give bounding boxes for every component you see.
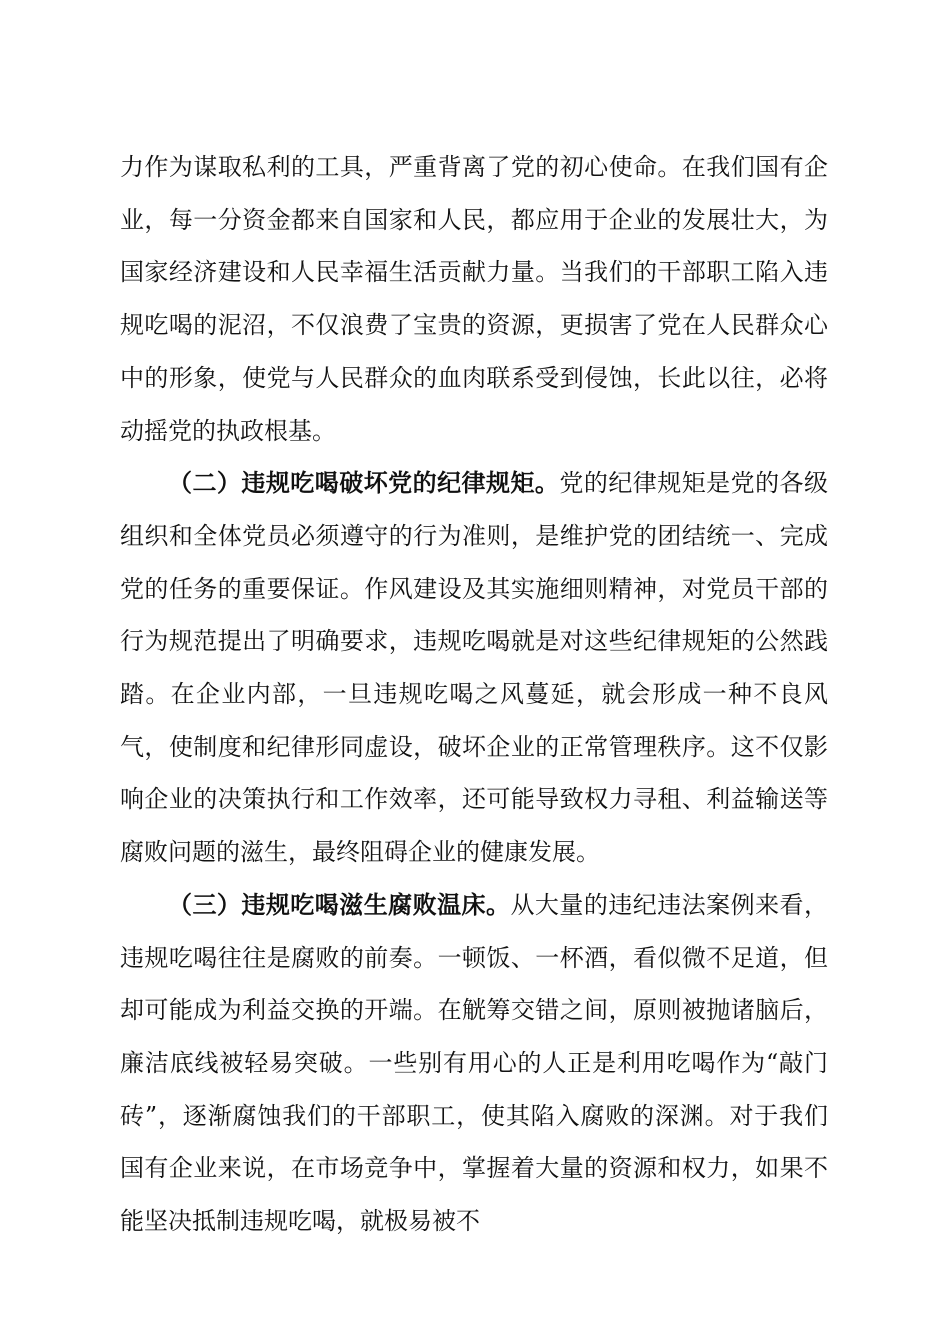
document-body (120, 141, 828, 1248)
paragraph-section-three (120, 879, 828, 1248)
paragraph-text: 力作为谋取私利的工具，严重背离了党的初心使命。在我们国有企业，每一分资金都来自国家和人民，都应用于企业的发展壮大，为国家经济建设和人民幸福生活贡献力量。当我们的干部职工陷入违规吃喝的泥沼，不仅浪费了宝贵的资源，更损害了党在人民群众心中的形象，使党与人民群众的血肉联系受到侵蚀，长此以往，必将动摇党的执政根基。 (120, 153, 828, 445)
section-heading: （二）违规吃喝破坏党的纪律规矩。 (168, 469, 560, 498)
paragraph-text: 从大量的违纪违法案例来看，违规吃喝往往是腐败的前奏。一顿饭、一杯酒，看似微不足道，但却可能成为利益交换的开端。在觥筹交错之间，原则被抛诸脑后，廉洁底线被轻易突破。一些别有用心的人正是利用吃喝作为“敲门砖”，逐渐腐蚀我们的干部职工，使其陷入腐败的深渊。对于我们国有企业来说，在市场竞争中，掌握着大量的资源和权力，如果不能坚决抵制违规吃喝，就极易被不 (120, 890, 829, 1236)
paragraph-continuation (120, 141, 828, 457)
paragraph-text: 党的纪律规矩是党的各级组织和全体党员必须遵守的行为准则，是维护党的团结统一、完成党的任务的重要保证。作风建设及其实施细则精神，对党员干部的行为规范提出了明确要求，违规吃喝就是对这些纪律规矩的公然践踏。在企业内部，一旦违规吃喝之风蔓延，就会形成一种不良风气，使制度和纪律形同虚设，破坏企业的正常管理秩序。这不仅影响企业的决策执行和工作效率，还可能导致权力寻租、利益输送等腐败问题的滋生，最终阻碍企业的健康发展。 (120, 469, 829, 867)
section-heading: （三）违规吃喝滋生腐败温床。 (168, 890, 511, 919)
paragraph-section-two (120, 457, 828, 879)
